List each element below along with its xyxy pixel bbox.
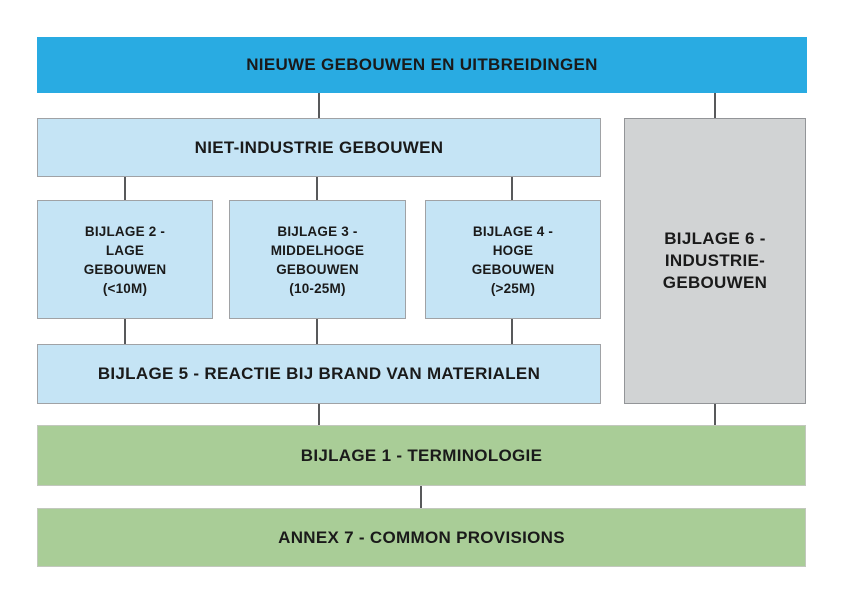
- box-label: NIEUWE GEBOUWEN EN UITBREIDINGEN: [246, 55, 598, 74]
- box-label: [271, 222, 365, 298]
- box-label-line: (10-25M): [289, 280, 346, 296]
- box-label-line: INDUSTRIE-: [664, 251, 766, 270]
- connector-niet-industrie-to-bijlage3: [316, 177, 318, 200]
- box-label: [472, 222, 555, 298]
- box-label-line: BIJLAGE 3 -: [277, 223, 358, 239]
- box-label-line: LAGE: [105, 242, 145, 258]
- box-label-line: HOGE: [492, 242, 534, 258]
- box-label-line: BIJLAGE 2 -: [84, 223, 166, 239]
- box-label: ANNEX 7 - COMMON PROVISIONS: [278, 527, 565, 547]
- box-label-line: BIJLAGE 4 -: [472, 223, 554, 239]
- box-annex-7-common-provisions: [37, 508, 806, 567]
- box-label: BIJLAGE 5 - REACTIE BIJ BRAND VAN MATERIALEN: [97, 364, 541, 383]
- box-label-line: BIJLAGE 6 -: [664, 229, 766, 248]
- box-label-line: GEBOUWEN: [662, 273, 768, 292]
- box-nieuwe-gebouwen-en-uitbreidingen: [37, 37, 807, 93]
- box-bijlage-3-middelhoge-gebouwen: [229, 200, 406, 319]
- box-label-line: MIDDELHOGE: [270, 242, 365, 258]
- box-label: BIJLAGE 1 - TERMINOLOGIE: [300, 445, 543, 465]
- box-bijlage-1-terminologie: [37, 425, 806, 486]
- box-label-line: GEBOUWEN: [471, 261, 555, 277]
- box-bijlage-6-industrie-gebouwen: [624, 118, 806, 404]
- connector-root-to-bijlage6: [714, 93, 716, 118]
- connector-bijlage5-to-bijlage1: [318, 404, 320, 425]
- box-label-line: (>25M): [490, 280, 536, 296]
- connector-bijlage2-to-bijlage5: [124, 319, 126, 344]
- connector-niet-industrie-to-bijlage2: [124, 177, 126, 200]
- connector-niet-industrie-to-bijlage4: [511, 177, 513, 200]
- box-bijlage-5-reactie-bij-brand: [37, 344, 601, 404]
- box-bijlage-2-lage-gebouwen: [37, 200, 213, 319]
- connector-bijlage1-to-annex7: [420, 486, 422, 508]
- box-label-line: (<10M): [102, 280, 148, 296]
- connector-bijlage4-to-bijlage5: [511, 319, 513, 344]
- connector-bijlage6-to-bijlage1: [714, 404, 716, 425]
- connector-bijlage3-to-bijlage5: [316, 319, 318, 344]
- box-bijlage-4-hoge-gebouwen: [425, 200, 601, 319]
- box-label: NIET-INDUSTRIE GEBOUWEN: [194, 137, 444, 157]
- box-niet-industrie-gebouwen: [37, 118, 601, 177]
- box-label: [84, 222, 167, 298]
- box-label-line: GEBOUWEN: [276, 261, 359, 277]
- box-label: [663, 228, 767, 294]
- connector-root-to-niet-industrie: [318, 93, 320, 118]
- box-label-line: GEBOUWEN: [83, 261, 167, 277]
